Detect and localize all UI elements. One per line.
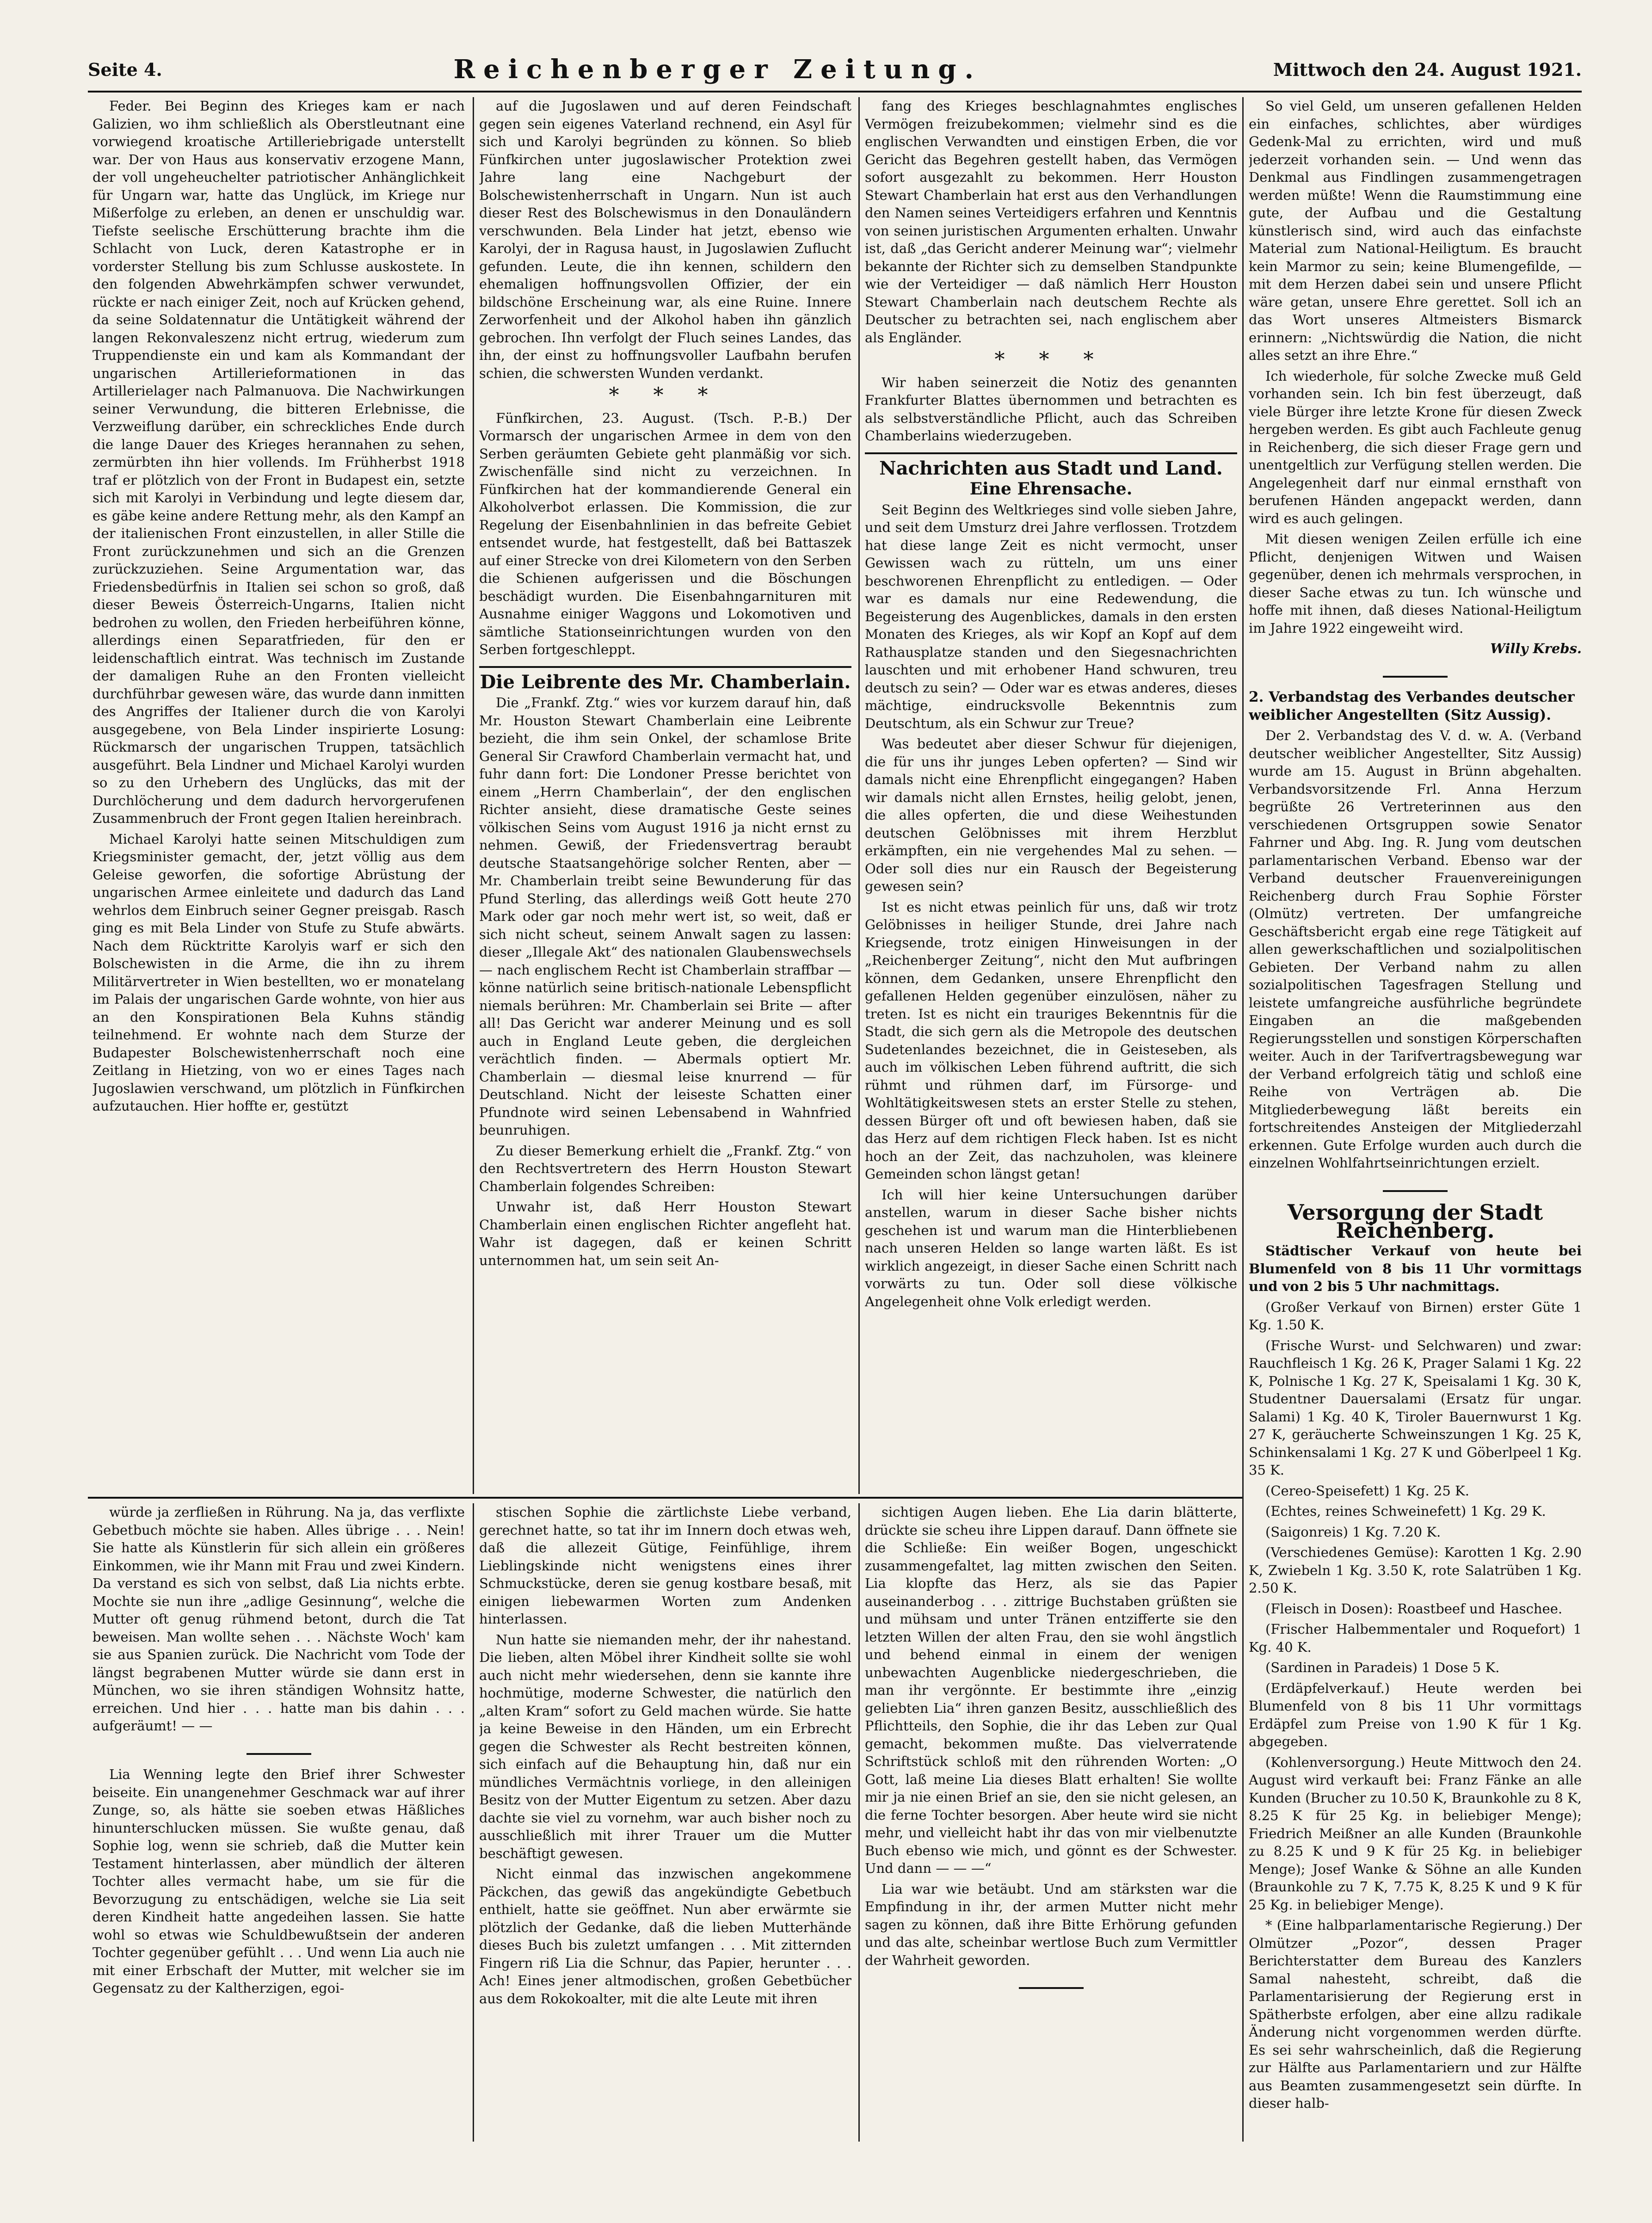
article-paragraph: Fünfkirchen, 23. August. (Tsch. P.-B.) Der Vormarsch der ungarischen Armee in dem von den Serben geräumten Gebiete geht planmäßig vor sich. Zwischenfälle sind nicht zu verzeichnen. In Fünfkirchen hat der kommandierende General ein Alkoholverbot erlassen. Die Kommission, die zur Regelung der Eisenbahnlinien in das befreite Gebiet entsendet wurde, hat festgestellt, daß bei Battaszek auf einer Strecke von drei Kilometern von den Serben die Schienen aufgerissen und die Böschungen beschädigt wurden. Die Eisenbahngarnituren mit Ausnahme einiger Waggons und Lokomotiven und sämtliche Stationseinrichtungen wurden von den Serben fortgeschleppt. xyxy=(479,410,851,657)
section-stars: * * * xyxy=(609,383,722,407)
story-column-3 xyxy=(865,1503,1237,2142)
column-1 xyxy=(92,97,465,1493)
supply-item: (Fleisch in Dosen): Roastbeef und Haschee. xyxy=(1265,1600,1563,1617)
story-paragraph: Lia Wenning legte den Brief ihrer Schwester beiseite. Ein unangenehmer Geschmack war auf ihrer Zunge, so, als hätte sie soeben etwas Häßliches hinunterschlucken müssen. Sie wußte genau, daß Sophie log, wenn sie schrieb, daß die Mutter kein Testament hinterlassen, aber mündlich der älteren Tochter alles vermacht habe, um sie für die Bevorzugung zu entschädigen, welche sie Lia seit deren Kindheit hatte angedeihen lassen. Sie hatte wohl so etwas wie Schuldbewußtsein der anderen Tochter gegenüber gefühlt . . . Und wenn Lia auch nie mit einer Erbschaft der Mutter, mit welcher sie im Gegensatz zu der Kaltherzigen, egoi- xyxy=(92,1766,465,1996)
article-paragraph: Was bedeutet aber dieser Schwur für diejenigen, die für uns ihr junges Leben opferten? — Sind wir damals nicht eine Ehrenpflicht eingegangen? Haben wir damals nicht allen Ernstes, heilig gelobt, jenen, die alles opferten, die und diese Weihestunden deutschen Gelöbnisses mit ihrem Herzblut erkämpften, ein nie vergehendes Mal zu sehen. — Oder soll dies nur ein Rausch der Begeisterung gewesen sein? xyxy=(865,736,1237,894)
article-subtitle: Eine Ehrensache. xyxy=(969,479,1133,499)
supply-item: (Kohlenversorgung.) Heute Mittwoch den 24. August wird verkauft bei: Franz Fänke an alle Kunden (Brucher zu 10.50 K, Braunkohle zu 8 K, 8.25 K für 25 Kg. in beliebiger Menge); Friedrich Meißner an alle Kunden (Braunkohle zu 8.25 K und 9 K für 25 Kg. in beliebiger Menge); Josef Wanke & Söhne an alle Kunden (Braunkohle zu 7 K, 7.75 K, 8.25 K und 9 K für 25 Kg. in beliebiger Menge). xyxy=(1249,1754,1582,1913)
article-rule xyxy=(479,666,851,668)
article-paragraph: So viel Geld, um unseren gefallenen Helden ein einfaches, schlichtes, aber würdiges Gedenk-Mal zu errichten, wird und muß jederzeit vorhanden sein. — Und wenn das Denkmal aus Findlingen zusammengetragen werden müßte! Wenn die Raumstimmung eine gute, der Aufbau und die Gestaltung künstlerisch sind, wird auch das einfachste Material zum National-Heiligtum. Es braucht kein Marmor zu sein; keine Blumengefilde, — mit dem Herzen dabei sein und unsere Pflicht wäre getan, unsere Ehre gerettet. Soll ich an das Wort unseres Altmeisters Bismarck erinnern: „Nichtswürdig die Nation, die nicht alles setzt an ihre Ehre.“ xyxy=(1249,98,1582,363)
article-paragraph: Feder. Bei Beginn des Krieges kam er nach Galizien, wo ihm schließlich als Oberstleutnant eine vorwiegend kroatische Artilleriebrigade unterstellt war. Der von Haus aus konservativ erzogene Mann, der voll ungeheuchelter patriotischer Anhänglichkeit für Ungarn war, hatte das Unglück, im Kriege nur Mißerfolge zu erleben, an denen er unschuldig war. Tiefste seelische Erschütterung brachte ihm die Schlacht von Luck, deren Katastrophe er in vorderster Stellung bis zum Schlusse auskostete. In den folgenden Abwehrkämpfen schwer verwundet, rückte er nach einiger Zeit, noch auf Krücken gehend, da seine Soldatennatur die Untätigkeit während der langen Rekonvaleszenz nicht ertrug, wiederum zum Truppendienste ein und kam als Kommandant der ungarischen Artillerieformationen in das Artillerielager nach Palmanuova. Die Nachwirkungen seiner Verwundung, die bitteren Erlebnisse, die Verzweiflung darüber, ein schreckliches Ende durch die lange Dauer des Krieges herannahen zu sehen, zermürbten ihn hier vollends. Im Frühherbst 1918 traf er plötzlich von der Front in Budapest ein, setzte sich mit Karolyi in Verbindung und legte diesem dar, es gäbe keine andere Rettung mehr, als den Kampf an der italienischen Front einzustellen, in aller Stille die Front zurückzunehmen und sich an die Grenzen zurückzuziehen. Seine Argumentation war, das Friedensbedürfnis in Italien sei schon so groß, daß dieser Beweis Österreich-Ungarns, Italien nicht bedrohen zu wollen, den Frieden herbeiführen könne, allerdings einen Separatfrieden, für den er leidenschaftlich eintrat. Was technisch im Zustande der damaligen Ruhe an den Fronten vielleicht durchführbar gewesen wäre, das wurde dann inmitten des Angriffes der Italiener durch die von Karolyi ausgegebene, von Bela Linder inspirierte Losung: Rückmarsch der ungarischen Truppen, tatsächlich ausgeführt. Bela Lindner und Michael Karolyi wurden so zu den Urhebern des Unglücks, das mit der Durchlöcherung und dem dadurch hervorgerufenen Zusammenbruch der Front gegen Italien hereinbrach. xyxy=(92,98,465,826)
separator-ornament xyxy=(1249,664,1582,682)
issue-date: Mittwoch den 24. August 1921. xyxy=(1273,59,1582,80)
supply-headline: Versorgung der Stadt Reichenberg. xyxy=(1287,1200,1543,1243)
newspaper-title: Reichenberger Zeitung. xyxy=(453,54,982,85)
story-column-2 xyxy=(479,1503,851,2142)
section-rule xyxy=(865,452,1237,454)
section-title: Nachrichten aus Stadt und Land. xyxy=(879,457,1223,479)
article-heading: 2. Verbandstag des Verbandes deutscher weiblicher Angestellten (Sitz Aussig). xyxy=(1249,689,1575,723)
column-divider xyxy=(858,97,860,1494)
supply-item: (Cereo-Speisefett) 1 Kg. 25 K. xyxy=(1265,1482,1469,1499)
story-column-1 xyxy=(92,1503,465,2142)
separator-ornament xyxy=(1249,1179,1582,1197)
article-paragraph: Die „Frankf. Ztg.“ wies vor kurzem darauf hin, daß Mr. Houston Stewart Chamberlain eine Leibrente bezieht, die ihm sein Onkel, der schamlose Brite General Sir Crawford Chamberlain vermacht hat, und fuhr dann fort: Die Londoner Presse berichtet von einem „Herrn Chamberlain“, der den englischen Richter ansieht, diese dramatische Geste seines völkischen Seins vom August 1916 ja nicht ernst zu nehmen. Gewiß, der Friedensvertrag beraubt deutsche Staatsangehörige solcher Renten, aber — Mr. Chamberlain treibt seine Bewunderung für das Pfund Sterling, das allerdings weiß Gott heute 270 Mark oder gar noch mehr wert ist, so weit, daß er sich nicht scheut, seinem Anwalt sagen zu lassen: dieser „Illegale Akt“ des nationalen Glaubenswechsels — nach englischem Recht ist Chamberlain straffbar — könne natürlich seine britisch-nationale Lebenspflicht niemals berühren: Mr. Chamberlain sei Brite — after all! Das Gericht war anderer Meinung und es soll auch in England Leute geben, die dergleichen verächtlich finden. — Abermals optiert Mr. Chamberlain — diesmal leise knurrend — für Deutschland. Nicht der leiseste Schatten einer Pfundnote wird seinen Lebensabend in Wahnfried beunruhigen. xyxy=(479,695,851,1138)
article-paragraph: Zu dieser Bemerkung erhielt die „Frankf. Ztg.“ von den Rechtsvertretern des Herrn Houston Stewart Chamberlain folgendes Schreiben: xyxy=(479,1142,851,1194)
supply-item: (Großer Verkauf von Birnen) erster Güte 1 Kg. 1.50 K. xyxy=(1249,1299,1582,1333)
supply-item: (Frische Wurst- und Selchwaren) und zwar: Rauchfleisch 1 Kg. 26 K, Prager Salami 1 Kg. 22 K, Polnische 1 Kg. 27 K, Speisalami 1 Kg. 30 K, Studentner Dauersalami (Ersatz für ungar. Salami) 1 Kg. 40 K, Tiroler Bauernwurst 1 Kg. 27 K, geräucherte Schweinszungen 1 Kg. 25 K, Schinkensalami 1 Kg. 27 K und Göberlpeel 1 Kg. 35 K. xyxy=(1249,1337,1582,1478)
article-paragraph: fang des Krieges beschlagnahmtes englisches Vermögen freizubekommen; vielmehr sind es die englischen Verwandten und einstigen Erben, die vor Gericht das Begehren gestellt haben, das Vermögen sofort ausgezahlt zu bekommen. Herr Houston Stewart Chamberlain hat erst aus den Verhandlungen den Namen seines Verteidigers erfahren und Kenntnis von seinen juristischen Argumenten erhalten. Unwahr ist, daß „das Gericht anderer Meinung war“; vielmehr bekannte der Richter sich zu demselben Standpunkte wie der Verteidiger — daß nämlich Herr Houston Stewart Chamberlain nach deutschem Rechte als Deutscher zu betrachten sei, nach englischem aber als Engländer. xyxy=(865,98,1237,346)
story-paragraph: stischen Sophie die zärtlichste Liebe verband, gerechnet hatte, so tat ihr im Innern doch etwas weh, daß die allezeit Gütige, Feinfühlige, ihrem Lieblingskinde nicht wenigstens eines ihrer Schmuckstücke, deren sie genug kostbare besaß, mit einigen liebewarmen Worten zum Andenken hinterlassen. xyxy=(479,1504,851,1627)
column-divider xyxy=(473,97,474,1494)
column-4 xyxy=(1249,97,1582,2142)
header-rule xyxy=(88,91,1582,93)
article-paragraph: Mit diesen wenigen Zeilen erfülle ich eine Pflicht, denjenigen Witwen und Waisen gegenüber, denen ich mehrmals versprochen, in dieser Sache etwas zu tun. Ich wünsche und hoffe mit ihnen, daß dieses National-Heiligtum im Jahre 1922 eingeweiht wird. xyxy=(1249,531,1582,636)
column-divider xyxy=(473,1503,474,2142)
story-paragraph: Nun hatte sie niemanden mehr, der ihr nahestand. Die lieben, alten Möbel ihrer Kindheit sollte sie wohl auch nicht mehr wiedersehen, denn sie kannte ihre hochmütige, moderne Schwester, die natürlich den „alten Kram“ sofort zu Geld machen würde. Sie hatte ja keine Beweise in den Händen, um ein Erbrecht gegen die Schwester als Recht bestreiten können, sich einfach auf die Behauptung hin, daß nur ein mündliches Vermächtnis vorliege, in den alleinigen Besitz von der Mutter Eigentum zu setzen. Aber dazu dachte sie viel zu vornehm, war auch bisher noch zu ausschließlich mit ihrer Trauer um die Mutter beschäftigt gewesen. xyxy=(479,1631,851,1861)
article-paragraph: Unwahr ist, daß Herr Houston Stewart Chamberlain einen englischen Richter angefleht hat. Wahr ist dagegen, daß er keinen Schritt unternommen hat, um sein seit An- xyxy=(479,1199,851,1268)
article-headline: Die Leibrente des Mr. Chamberlain. xyxy=(480,671,851,693)
page-header xyxy=(88,51,1582,88)
author-signature: Willy Krebs. xyxy=(1490,641,1582,656)
article-paragraph: Ich wiederhole, für solche Zwecke muß Geld vorhanden sein. Ich bin fest überzeugt, daß viele Bürger ihre letzte Krone für diesen Zweck hergeben werden. Es gibt auch Fachleute genug in Reichenberg, die sich dieser Frage gern und unentgeltlich zur Verfügung stellen werden. Die Angelegenheit darf nur einmal ernsthaft von berufenen Händen angepackt werden, dann wird es auch gelingen. xyxy=(1249,368,1582,526)
story-paragraph: sichtigen Augen lieben. Ehe Lia darin blätterte, drückte sie scheu ihre Lippen darauf. Dann öffnete sie die Schließe: Ein weißer Bogen, ungeschickt zusammengefaltet, lag mitten zwischen den Seiten. Lia klopfte das Herz, als sie das Papier auseinanderbog . . . zittrige Buchstaben grüßten sie und mühsam und unter Tränen entzifferte sie den letzten Willen der alten Frau, den sie wohl ängstlich und behend einmal in einem der wenigen unbewachten Augenblicke niedergeschrieben, die man ihr vergönnte. Er bestimmte ihre „einzig geliebten Lia“ ihren ganzen Besitz, ausschließlich des Pflichtteils, den Sophie, die ihr das Leben zur Qual gemacht, bekommen mußte. Das vielverratende Schriftstück schloß mit den rührenden Worten: „O Gott, laß meine Lia dieses Blatt erhalten! Sie wollte mir ja nie einen Brief an sie, den sie nicht gelesen, an die ferne Tochter besorgen. Aber heute wird sie nicht mehr, und vielleicht habt ihr das von mir vielbenutzte Buch ebenso wie mich, und gönnt es der Schwester. Und dann — — —“ xyxy=(865,1504,1237,1876)
separator-ornament xyxy=(92,1741,465,1760)
feuilleton-rule xyxy=(88,1497,1242,1499)
column-2 xyxy=(479,97,851,1493)
page-number: Seite 4. xyxy=(88,59,162,80)
article-paragraph: * (Eine halbparlamentarische Regierung.) Der Olmützer „Pozor“, dessen Prager Berichterstatter dem Bureau des Kanzlers Samal nahesteht, schreibt, daß die Parlamentarisierung der Regierung erst in Spätherbste erfolgen, aber eine allzu radikale Änderung nicht vorgenommen werden dürfte. Es sei sehr wahrscheinlich, daß die Regierung zur Hälfte aus Parlamentariern und zur Hälfte aus Beamten zusammengesetzt sein dürfte. In dieser halb- xyxy=(1249,1917,1582,2111)
supply-item: (Frischer Halbemmentaler und Roquefort) 1 Kg. 40 K. xyxy=(1249,1621,1582,1655)
article-paragraph: Ist es nicht etwas peinlich für uns, daß wir trotz Gelöbnisses in heiliger Stunde, drei Jahre nach Kriegsende, trotz einigen Hinweisungen in der „Reichenberger Zeitung“, nicht den Mut aufbringen können, dem Gedanken, unsere Ehrenpflicht den gefallenen Helden gegenüber einzulösen, näher zu treten. Ist es nicht ein trauriges Bekenntnis für die Stadt, die sich gern als die Metropole des deutschen Sudetenlandes bezeichnet, die in Geisteseben, als auch im völkischen Leben führend auftritt, die sich rühmt und rühmen darf, im Fürsorge- und Wohltätigkeitswesen stets an erster Stelle zu stehen, dessen Bürger oft und oft bewiesen haben, daß sie das Herz auf dem richtigen Fleck haben. Ist es nicht hoch an der Zeit, das nachzuholen, was kleinere Gemeinden schon längst getan! xyxy=(865,899,1237,1182)
story-paragraph: Lia war wie betäubt. Und am stärksten war die Empfindung in ihr, der armen Mutter nicht mehr sagen zu können, daß ihre Bitte Erhörung gefunden und das alte, scheinbar wertlose Buch zum Vermittler der Wahrheit geworden. xyxy=(865,1881,1237,1968)
article-paragraph: Seit Beginn des Weltkrieges sind volle sieben Jahre, und seit dem Umsturz drei Jahre verflossen. Trotzdem hat diese lange Zeit es nicht vermocht, unser Gewissen wach zu rütteln, um uns einer beschworenen Ehrenpflicht zu entledigen. — Oder war es damals nur eine Redewendung, die Begeisterung des Augenblickes, damals in den ersten Monaten des Krieges, als wir Kopf an Kopf auf dem Rathausplatze standen und den Siegesnachrichten lauschten und mit erhobener Hand schwuren, treu deutsch zu sein? — Oder war es etwas anderes, dieses mächtige, eindrucksvolle Bekenntnis zum Deutschtum, als ein Schwur zur Treue? xyxy=(865,501,1237,731)
separator-ornament xyxy=(865,1976,1237,1994)
article-paragraph: Michael Karolyi hatte seinen Mitschuldigen zum Kriegsminister gemacht, der, jetzt völlig aus dem Geleise geworfen, die sofortige Abrüstung der ungarischen Armee einleitete und dadurch das Land wehrlos dem Einbruch seiner Gegner preisgab. Rasch ging es mit Bela Linder von Stufe zu Stufe abwärts. Nach dem Rücktritte Karolyis warf er sich den Bolschewisten in die Arme, die ihn zu ihrem Militärvertreter in Wien bestellten, wo er monatelang im Palais der ungarischen Garde wohnte, von hier aus an den Konspirationen Bela Kuhns ständig teilnehmend. Er wohnte nach dem Sturze der Budapester Bolschewistenherrschaft noch eine Zeitlang in Hietzing, von wo er eines Tages nach Jugoslawien verschwand, um plötzlich in Fünfkirchen aufzutauchen. Hier hoffte er, gestützt xyxy=(92,831,465,1114)
story-paragraph: Nicht einmal das inzwischen angekommene Päckchen, das gewiß das angekündigte Gebetbuch enthielt, hatte sie geöffnet. Nun aber erwärmte sie plötzlich der Gedanke, daß die lieben Mutterhände dieses Buch bis zuletzt umfangen . . . Mit zitternden Fingern riß Lia die Schnur, das Papier, herunter . . . Ach! Eines jener altmodischen, großen Gebetbücher aus dem Rokokoalter, mit die alte Leute mit ihren xyxy=(479,1866,851,2007)
supply-item: (Verschiedenes Gemüse): Karotten 1 Kg. 2.90 K, Zwiebeln 1 Kg. 3.50 K, rote Salatrüben 1 Kg. 2.50 K. xyxy=(1249,1544,1582,1596)
supply-item: (Erdäpfelverkauf.) Heute werden bei Blumenfeld von 8 bis 11 Uhr vormittags Erdäpfel zum Preise von 1.90 K für 1 Kg. abgegeben. xyxy=(1249,1680,1582,1749)
column-divider xyxy=(858,1503,860,2142)
supply-item: (Echtes, reines Schweinefett) 1 Kg. 29 K. xyxy=(1265,1503,1546,1519)
article-paragraph: Ich will hier keine Untersuchungen darüber anstellen, warum in dieser Sache bisher nichts geschehen ist und warum man die Hinterbliebenen nach unseren Helden so lange warten läßt. Es ist wirklich angezeigt, in dieser Sache einen Schritt nach vorwärts zu tun. Oder soll diese völkische Angelegenheit ohne Volk erledigt werden. xyxy=(865,1186,1237,1309)
section-stars: * * * xyxy=(994,348,1108,371)
article-paragraph: auf die Jugoslawen und auf deren Feindschaft gegen sein eigenes Vaterland rechnend, ein Asyl für sich und Karolyi begründen zu können. So blieb Fünfkirchen unter jugoslawischer Protektion zwei Jahre lang eine Nachgeburt der Bolschewistenherrschaft in Ungarn. Nun ist auch dieser Rest des Bolschewismus in den Donauländern verschwunden. Bela Linder hat jetzt, ebenso wie Karolyi, der in Ragusa haust, in Jugoslawien Zuflucht gefunden. Leute, die ihn kennen, schildern den ehemaligen hoffnungsvollen Offizier, der ein bildschöne Erscheinung war, als eine Ruine. Innere Zerworfenheit und der Alkohol haben ihn gänzlich gebrochen. Ihn verfolgt der Fluch seines Landes, das ihn, der einst zu hoffnungsvoller Laufbahn berufen schien, die schwersten Wunden verdankt. xyxy=(479,98,851,381)
column-divider xyxy=(1242,97,1244,2142)
supply-item: (Sardinen in Paradeis) 1 Dose 5 K. xyxy=(1265,1660,1500,1675)
supply-intro: Städtischer Verkauf von heute bei Blumenfeld von 8 bis 11 Uhr vormittags und von 2 bis 5 Uhr nachmittags. xyxy=(1249,1243,1582,1294)
column-3 xyxy=(865,97,1237,1493)
article-paragraph: Wir haben seinerzeit die Notiz des genannten Frankfurter Blattes übernommen und betrachten es als selbstverständliche Pflicht, auch das Schreiben Chamberlains wiederzugeben. xyxy=(865,374,1237,444)
story-paragraph: würde ja zerfließen in Rührung. Na ja, das verflixte Gebetbuch möchte sie haben. Alles übrige . . . Nein! Sie hatte als Künstlerin für sich allein ein größeres Einkommen, wie ihr Mann mit Frau und zwei Kindern. Da verstand es sich von selbst, daß Lia nichts erbte. Mochte sie nun ihre „adlige Gesinnung“, welche die Mutter oft genug rühmend betont, durch die Tat beweisen. Man wollte sehen . . . Nächste Woch' kam sie aus Spanien zurück. Die Nachricht vom Tode der längst begrabenen Mutter würde sie dann erst in München, wo sie ihren ständigen Wohnsitz hatte, erreichen. Und hier . . . hatte man bis dahin . . . aufgeräumt! — — xyxy=(92,1504,465,1734)
supply-item: (Saigonreis) 1 Kg. 7.20 K. xyxy=(1265,1524,1441,1540)
article-paragraph: Der 2. Verbandstag des V. d. w. A. (Verband deutscher weiblicher Angestellter, Sitz Aussig) wurde am 15. August in Brünn abgehalten. Verbandsvorsitzende Frl. Anna Herzum begrüßte 26 Vertreterinnen aus den verschiedenen Ortsgruppen sowie Senator Fahrner und Abg. Ing. R. Jung vom deutschen parlamentarischen Verband. Ebenso war der Verband deutscher Frauenvereinigungen Reichenberg durch Frau Sophie Förster (Olmütz) vertreten. Der umfangreiche Geschäftsbericht ergab eine rege Tätigkeit auf allen gewerkschaftlichen und sozialpolitischen Gebieten. Der Verband nahm zu allen sozialpolitischen Tagesfragen Stellung und leistete umfangreiche ausführliche begründete Eingaben an die maßgebenden Regierungsstellen und sonstigen Körperschaften weiter. Auch in der Tarifvertragsbewegung war der Verband erfolgreich tätig und schloß eine Reihe von Verträgen ab. Die Mitgliederbewegung läßt bereits ein fortschreitendes Ansteigen der Mitgliederzahl erkennen. Gute Erfolge wurden auch durch die einzelnen Wohlfahrtseinrichtungen erzielt. xyxy=(1249,728,1582,1171)
